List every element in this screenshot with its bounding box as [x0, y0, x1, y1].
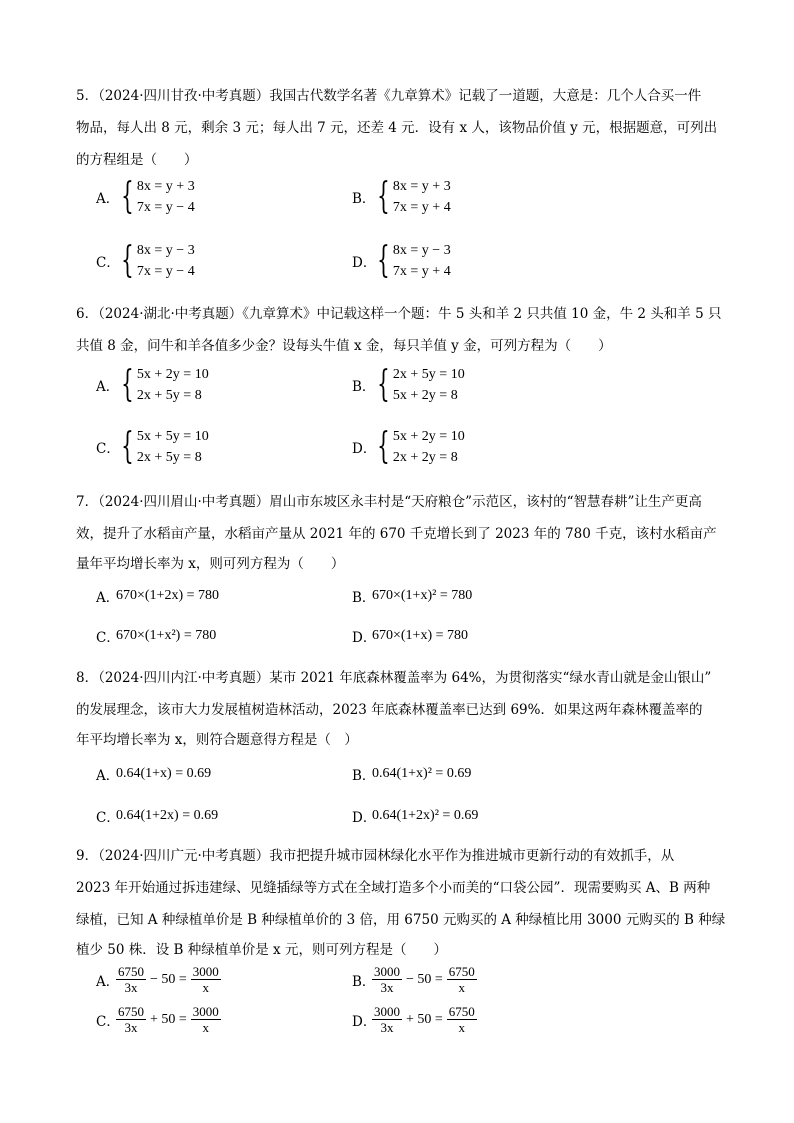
q5-line-2: 物品，每人出 8 元，剩余 3 元；每人出 7 元，还差 4 元．设有 x 人，该物品价值 y 元，根据题意，可列出 — [76, 120, 718, 136]
q8-line-3: 年平均增长率为 x，则符合题意得方程是（ ） — [76, 732, 358, 748]
fraction: $\frac{6750}{3x}$ — [118, 1004, 144, 1035]
fraction: $\frac{3000}{x}$ — [192, 964, 219, 995]
q9-line-4: 植少 50 株．设 B 种绿植单价是 x 元，则可列方程是（ ） — [76, 942, 447, 958]
equation-system: { 5x + 2y = 10 2x + 2y = 8 — [377, 426, 465, 467]
q5-option-b[interactable]: B． { 8x = y + 3 7x = y + 4 — [352, 176, 451, 217]
q8-line-1: 8．（2024·四川内江·中考真题）某市 2021 年底森林覆盖率为 64%，为贯彻落实“绿水青山就是金山银山” — [76, 670, 712, 686]
equation-system: { 2x + 5y = 10 5x + 2y = 8 — [377, 364, 465, 405]
q9-option-b[interactable]: B． $\frac{3000}{3x}$ − 50 = $\frac{6750}{x}$ — [352, 964, 475, 995]
q5-option-c[interactable]: C． { 8x = y − 3 7x = y − 4 — [96, 240, 195, 281]
q7-line-3: 量年平均增长率为 x，则可列方程为（ ） — [76, 556, 345, 572]
q7-option-b[interactable]: B． 670×(1+x)² = 780 — [352, 588, 473, 606]
q8-option-d[interactable]: D． 0.64(1+2x)² = 0.69 — [352, 808, 479, 826]
fraction: $\frac{3000}{3x}$ — [374, 964, 400, 995]
equation: 0.64(1+2x)² = 0.69 — [372, 808, 479, 823]
equation: 670×(1+2x) = 780 — [116, 588, 220, 603]
q8-option-b[interactable]: B． 0.64(1+x)² = 0.69 — [352, 766, 472, 784]
q6-line-2: 共值 8 金，问牛和羊各值多少金？设每头牛值 x 金，每只羊值 y 金，可列方程为（ ） — [76, 338, 612, 354]
fraction: $\frac{6750}{x}$ — [448, 964, 475, 995]
equation-system: { 5x + 5y = 10 2x + 5y = 8 — [121, 426, 209, 467]
equation: 0.64(1+x) = 0.69 — [116, 766, 212, 781]
q6-option-c[interactable]: C． { 5x + 5y = 10 2x + 5y = 8 — [96, 426, 209, 467]
q6-option-b[interactable]: B． { 2x + 5y = 10 5x + 2y = 8 — [352, 364, 465, 405]
q6-option-a[interactable]: A． { 5x + 2y = 10 2x + 5y = 8 — [96, 364, 209, 405]
q7-option-c[interactable]: C． 670×(1+x²) = 780 — [96, 628, 217, 646]
equation: 670×(1+x²) = 780 — [116, 628, 217, 643]
q7-option-d[interactable]: D． 670×(1+x) = 780 — [352, 628, 469, 646]
equation: 670×(1+x) = 780 — [372, 628, 469, 643]
q5-option-d[interactable]: D． { 8x = y − 3 7x = y + 4 — [352, 240, 451, 281]
equation-system: { 8x = y − 3 7x = y − 4 — [121, 240, 195, 281]
equation: 0.64(1+x)² = 0.69 — [372, 766, 472, 781]
q8-option-c[interactable]: C． 0.64(1+2x) = 0.69 — [96, 808, 219, 826]
q9-option-d[interactable]: D． $\frac{3000}{3x}$ + 50 = $\frac{6750}{x}$ — [352, 1004, 475, 1035]
fraction: $\frac{6750}{x}$ — [448, 1004, 475, 1035]
q5-option-a[interactable]: A． { 8x = y + 3 7x = y − 4 — [96, 176, 195, 217]
fraction: $\frac{3000}{x}$ — [192, 1004, 219, 1035]
equation-system: { 5x + 2y = 10 2x + 5y = 8 — [121, 364, 209, 405]
equation: 670×(1+x)² = 780 — [372, 588, 473, 603]
fraction: $\frac{3000}{3x}$ — [374, 1004, 400, 1035]
fraction: $\frac{6750}{3x}$ — [118, 964, 144, 995]
q7-line-2: 效，提升了水稻亩产量，水稻亩产量从 2021 年的 670 千克增长到了 2023 年的 780 千克，该村水稻亩产 — [76, 526, 717, 542]
q5-line-3: 的方程组是（ ） — [76, 152, 198, 168]
q8-line-2: 的发展理念，该市大力发展植树造林活动，2023 年底森林覆盖率已达到 69%．如果这两年森林覆盖率的 — [76, 702, 703, 718]
q8-option-a[interactable]: A． 0.64(1+x) = 0.69 — [96, 766, 212, 784]
q9-line-3: 绿植，已知 A 种绿植单价是 B 种绿植单价的 3 倍，用 6750 元购买的 A 种绿植比用 3000 元购买的 B 种绿 — [76, 912, 726, 928]
equation-system: { 8x = y + 3 7x = y + 4 — [377, 176, 451, 217]
equation: 0.64(1+2x) = 0.69 — [116, 808, 219, 823]
equation-system: { 8x = y + 3 7x = y − 4 — [121, 176, 195, 217]
q6-line-1: 6．（2024·湖北·中考真题）《九章算术》中记载这样一个题：牛 5 头和羊 2 只共值 10 金，牛 2 头和羊 5 只 — [76, 306, 722, 322]
q7-option-a[interactable]: A． 670×(1+2x) = 780 — [96, 588, 220, 606]
q9-option-c[interactable]: C． $\frac{6750}{3x}$ + 50 = $\frac{3000}{x}$ — [96, 1004, 219, 1035]
q9-line-2: 2023 年开始通过拆违建绿、见缝插绿等方式在全域打造多个小而美的“口袋公园”．现需要购买 A、B 两种 — [76, 880, 711, 896]
q9-line-1: 9．（2024·四川广元·中考真题）我市把提升城市园林绿化水平作为推进城市更新行动的有效抓手，从 — [76, 848, 675, 864]
q9-option-a[interactable]: A． $\frac{6750}{3x}$ − 50 = $\frac{3000}{x}$ — [96, 964, 219, 995]
q5-line-1: 5．（2024·四川甘孜·中考真题）我国古代数学名著《九章算术》记载了一道题，大意是：几个人合买一件 — [76, 88, 702, 104]
q7-line-1: 7．（2024·四川眉山·中考真题）眉山市东坡区永丰村是“天府粮仓”示范区，该村的“智慧春耕”让生产更高 — [76, 494, 702, 510]
q6-option-d[interactable]: D． { 5x + 2y = 10 2x + 2y = 8 — [352, 426, 465, 467]
equation-system: { 8x = y − 3 7x = y + 4 — [377, 240, 451, 281]
